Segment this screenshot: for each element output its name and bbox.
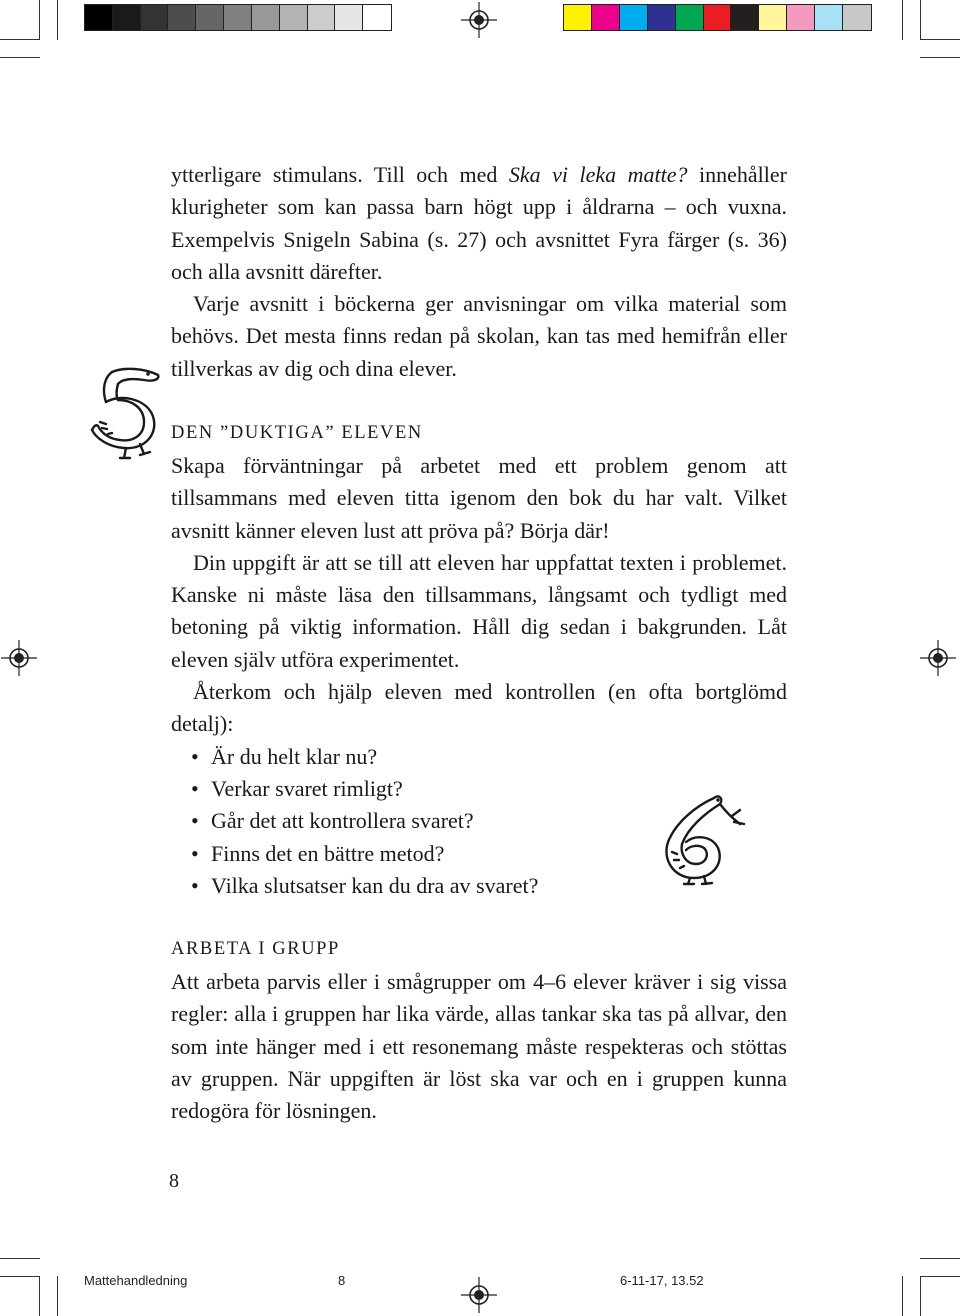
color-swatch: [280, 5, 308, 30]
color-swatch: [843, 5, 871, 30]
color-swatch: [592, 5, 620, 30]
crop-mark: [0, 39, 40, 40]
number-six-creature-icon: [660, 792, 746, 886]
crop-mark: [920, 1258, 960, 1259]
text-run: ytterligare stimulans. Till och med: [171, 162, 509, 187]
crop-mark: [920, 57, 960, 58]
body-paragraph: Din uppgift är att se till att eleven har uppfattat texten i problemet. Kanske ni måste läsa den tillsammans, långsamt och tydligt med betoning på viktig information. Håll dig sedan i bakgrunden. Låt eleven själv utföra experimentet.: [171, 549, 787, 672]
intro-paragraph: [171, 159, 787, 288]
color-swatch: [113, 5, 141, 30]
color-swatch: [168, 5, 196, 30]
color-swatch: [704, 5, 732, 30]
crop-mark: [0, 57, 40, 58]
section-arbeta-i-grupp-body: [171, 966, 787, 1127]
crop-mark: [902, 0, 903, 40]
color-swatch: [620, 5, 648, 30]
intro-text-block: [171, 159, 787, 385]
color-swatch: [815, 5, 843, 30]
text-run: innehåller klurigheter som kan passa barn högt upp i åldrarna – och vuxna. Exempelvis Snigeln Sabina (s. 27) och avsnittet Fyra färger (s. 36) och alla avsnitt därefter.: [171, 162, 787, 284]
color-swatch: [676, 5, 704, 30]
color-swatch: [363, 5, 391, 30]
crop-mark: [920, 1276, 921, 1316]
crop-mark: [0, 1276, 40, 1277]
color-swatch: [759, 5, 787, 30]
crop-mark: [920, 1276, 960, 1277]
body-paragraph: Återkom och hjälp eleven med kontrollen (en ofta bortglömd detalj):: [171, 679, 787, 737]
crop-mark: [39, 0, 40, 40]
list-item: • Finns det en bättre metod?: [171, 838, 787, 870]
crop-mark: [920, 0, 921, 40]
list-item: • Verkar svaret rimligt?: [171, 773, 787, 805]
registration-mark-icon: [461, 1277, 497, 1313]
color-swatch: [252, 5, 280, 30]
footer-page: 8: [338, 1273, 346, 1288]
registration-mark-icon: [461, 2, 497, 38]
list-item: • Är du helt klar nu?: [171, 741, 787, 773]
book-title-italic: Ska vi leka matte?: [508, 162, 688, 187]
body-paragraph: Att arbeta parvis eller i smågrupper om 4–6 elever kräver i sig vissa regler: alla i gruppen har lika värde, allas tankar ska tas på allvar, den som inte hänger med i ett resonemang måste respekteras och stöttas av gruppen. När uppgiften är löst ska var och en i gruppen kunna redogöra för lösningen.: [171, 969, 787, 1124]
color-swatch: [564, 5, 592, 30]
color-swatch: [224, 5, 252, 30]
color-swatch: [787, 5, 815, 30]
color-swatch: [731, 5, 759, 30]
footer-timestamp: 6-11-17, 13.52: [620, 1273, 704, 1288]
list-item: • Vilka slutsatser kan du dra av svaret?: [171, 870, 787, 902]
crop-mark: [39, 1276, 40, 1316]
crop-mark: [57, 0, 58, 40]
process-color-bar: [563, 4, 872, 31]
registration-mark-icon: [1, 640, 37, 676]
crop-mark: [920, 39, 960, 40]
grayscale-color-bar: [84, 4, 392, 31]
materials-paragraph: Varje avsnitt i böckerna ger anvisningar om vilka material som behövs. Det mesta finns redan på skolan, kan tas med hemifrån eller tillverkas av dig och dina elever.: [171, 291, 787, 381]
color-swatch: [85, 5, 113, 30]
color-swatch: [308, 5, 336, 30]
list-item: • Går det att kontrollera svaret?: [171, 805, 787, 837]
registration-mark-icon: [920, 640, 956, 676]
section-heading-duktiga-eleven: DEN ”DUKTIGA” ELEVEN: [171, 423, 423, 443]
number-five-creature-icon: [86, 364, 164, 462]
color-swatch: [141, 5, 169, 30]
crop-mark: [0, 1258, 40, 1259]
color-swatch: [196, 5, 224, 30]
crop-mark: [902, 1276, 903, 1316]
body-paragraph: Skapa förväntningar på arbetet med ett problem genom att tillsammans med eleven titta igenom den bok du har valt. Vilket avsnitt känner eleven lust att pröva på? Börja där!: [171, 453, 787, 543]
footer-filename: Mattehandledning: [84, 1273, 188, 1288]
page-number: 8: [169, 1170, 179, 1192]
crop-mark: [57, 1276, 58, 1316]
section-heading-arbeta-i-grupp: ARBETA I GRUPP: [171, 939, 340, 959]
color-swatch: [335, 5, 363, 30]
color-swatch: [648, 5, 676, 30]
